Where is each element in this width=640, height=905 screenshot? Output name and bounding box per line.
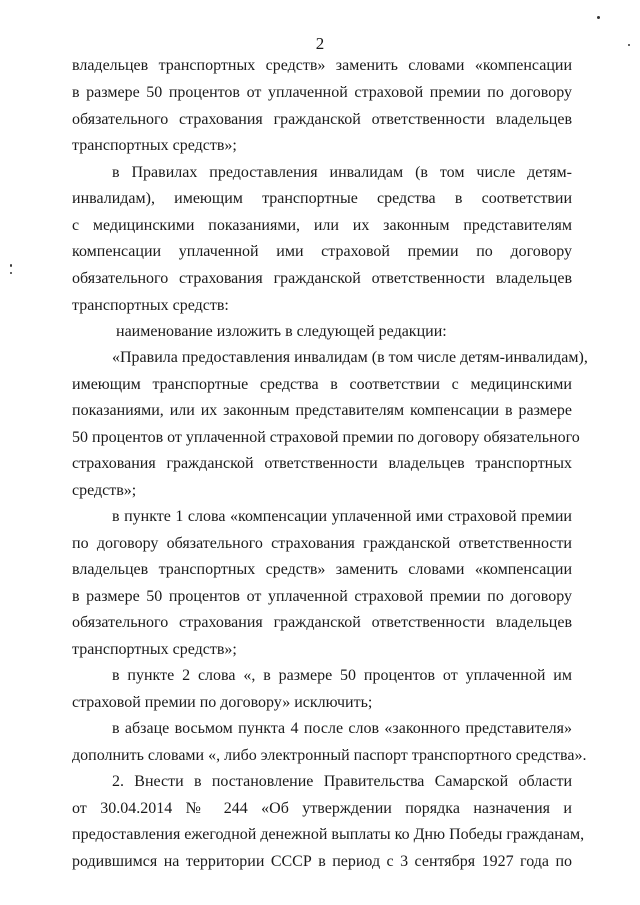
text-line: обязательного страхования гражданской ответственности владельцев bbox=[72, 111, 572, 128]
text-line: 50 процентов от уплаченной страховой премии по договору обязательного bbox=[72, 429, 580, 446]
page-number: 2 bbox=[315, 34, 325, 53]
text-line: «Правила предоставления инвалидам (в том числе детям-инвалидам), bbox=[112, 349, 588, 366]
text-line: наименование изложить в следующей редакции: bbox=[116, 323, 447, 340]
text-line: транспортных средств»; bbox=[72, 641, 237, 658]
text-line: в размере 50 процентов от уплаченной страховой премии по договору bbox=[72, 84, 572, 101]
scan-speck bbox=[10, 272, 12, 274]
text-line: страхования гражданской ответственности владельцев транспортных bbox=[72, 455, 572, 472]
text-line: с медицинскими показаниями, или их законным представителям bbox=[72, 217, 572, 234]
text-line: компенсации уплаченной ими страховой премии по договору bbox=[72, 243, 572, 260]
text-line: предоставления ежегодной денежной выплаты ко Дню Победы гражданам, bbox=[72, 826, 585, 843]
text-line: владельцев транспортных средств» заменить словами «компенсации bbox=[72, 561, 572, 578]
text-line: обязательного страхования гражданской ответственности владельцев bbox=[72, 270, 572, 287]
text-line: родившимся на территории СССР в период с 3 сентября 1927 года по bbox=[72, 853, 572, 870]
text-line: в Правилах предоставления инвалидам (в том числе детям- bbox=[112, 164, 572, 181]
text-line: обязательного страхования гражданской ответственности владельцев bbox=[72, 614, 572, 631]
text-line: имеющим транспортные средства в соответствии с медицинскими bbox=[72, 376, 572, 393]
text-line: в пункте 1 слова «компенсации уплаченной ими страховой премии bbox=[112, 508, 572, 525]
scan-speck bbox=[10, 264, 12, 267]
text-line: в абзаце восьмом пункта 4 после слов «законного представителя» bbox=[112, 720, 572, 737]
text-line: в пункте 2 слова «, в размере 50 процентов от уплаченной им bbox=[112, 667, 572, 684]
text-line: от 30.04.2014 № 244 «Об утверждении порядка назначения и bbox=[72, 800, 572, 817]
scan-speck bbox=[597, 16, 600, 19]
text-line: 2. Внести в постановление Правительства Самарской области bbox=[112, 773, 572, 790]
text-line: владельцев транспортных средств» заменить словами «компенсации bbox=[72, 57, 572, 74]
text-line: средств»; bbox=[72, 482, 137, 499]
text-line: по договору обязательного страхования гражданской ответственности bbox=[72, 535, 572, 552]
text-line: страховой премии по договору» исключить; bbox=[72, 694, 373, 711]
text-line: инвалидам), имеющим транспортные средства в соответствии bbox=[72, 190, 572, 207]
scan-speck bbox=[628, 44, 630, 46]
text-line: показаниями, или их законным представителям компенсации в размере bbox=[72, 402, 572, 419]
text-line: в размере 50 процентов от уплаченной страховой премии по договору bbox=[72, 588, 572, 605]
text-line: транспортных средств: bbox=[72, 297, 229, 314]
text-line: транспортных средств»; bbox=[72, 137, 237, 154]
text-line: дополнить словами «, либо электронный паспорт транспортного средства». bbox=[72, 747, 587, 764]
